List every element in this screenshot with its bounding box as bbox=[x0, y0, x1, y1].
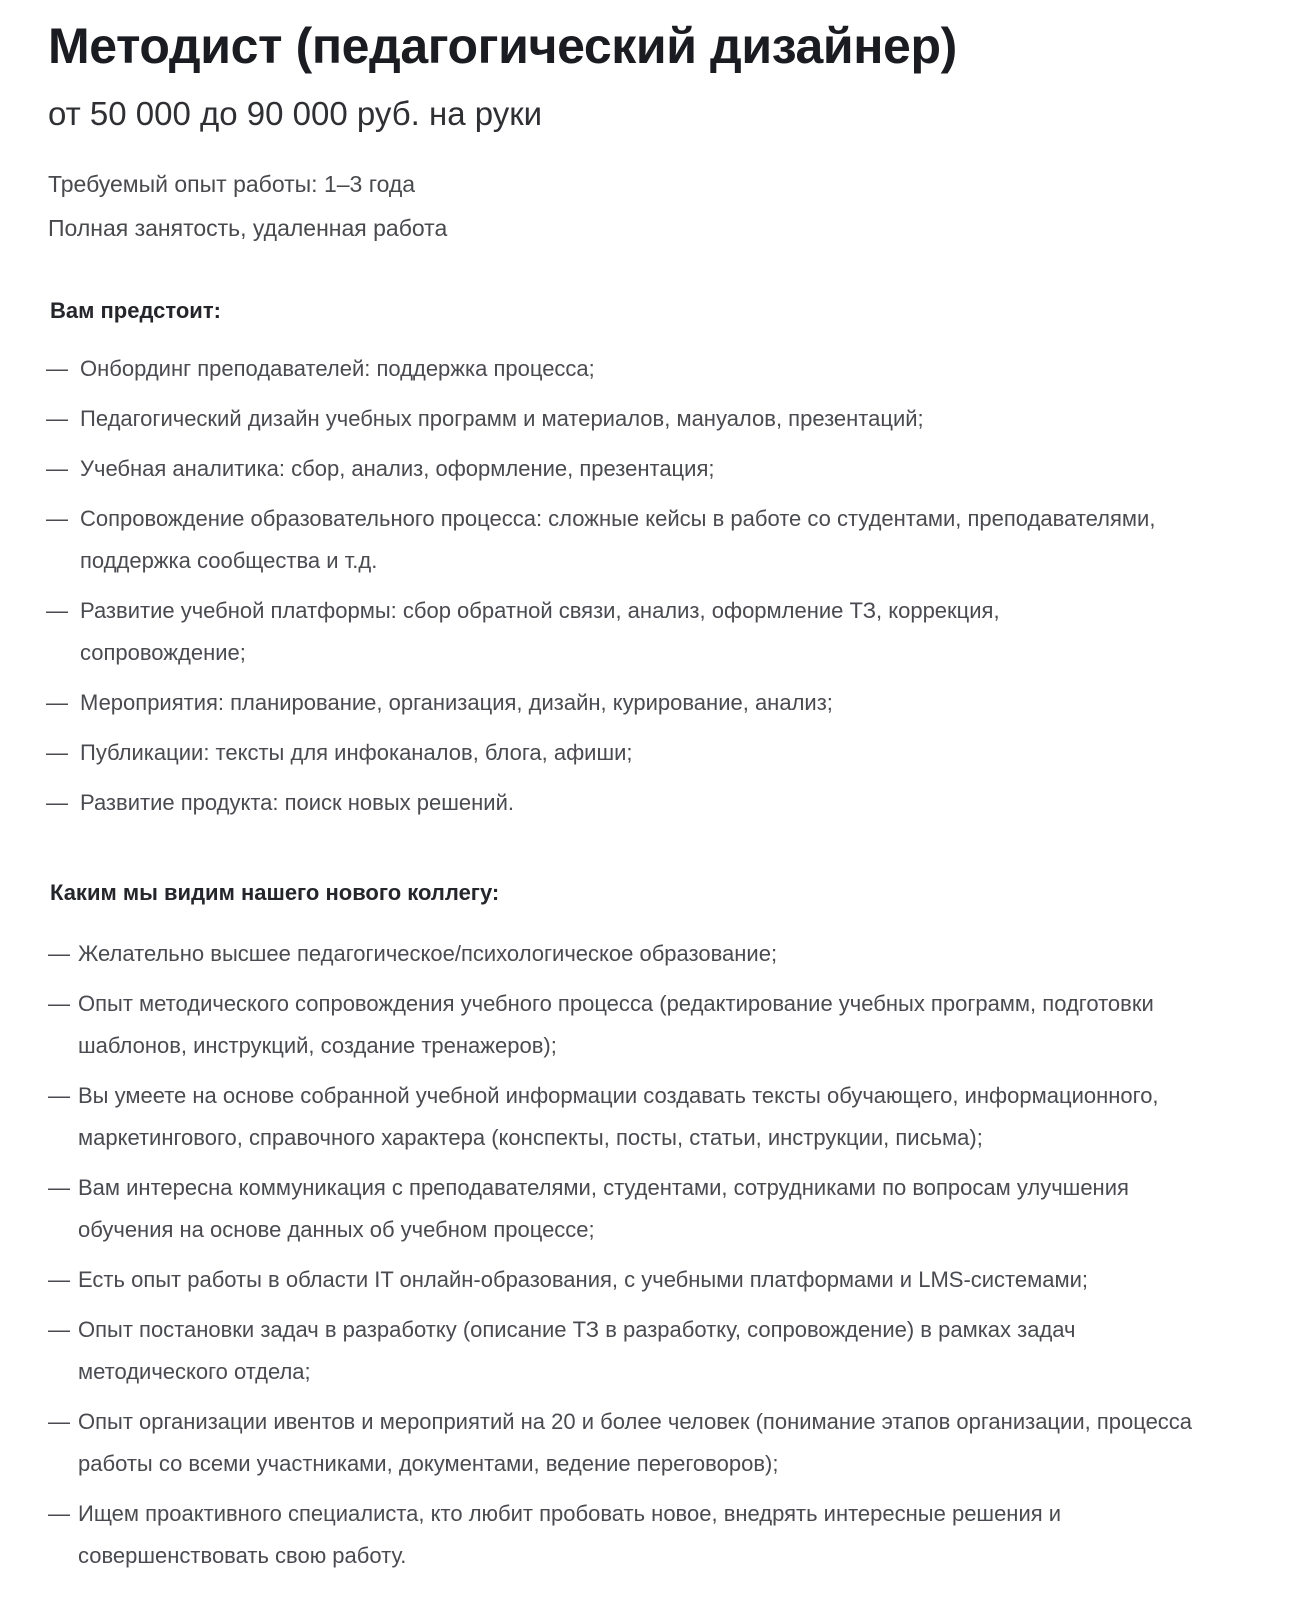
list-item-text: Сопровождение образовательного процесса: сложные кейсы в работе со студентами, преподавателями, поддержка сообщества и т.д. bbox=[80, 505, 1156, 573]
vacancy-header bbox=[0, 0, 1302, 244]
salary-range: от 50 000 до 90 000 руб. на руки bbox=[48, 95, 543, 132]
em-dash-icon: — bbox=[46, 405, 68, 431]
em-dash-icon: — bbox=[48, 991, 70, 1017]
list-item-text: Опыт постановки задач в разработку (описание ТЗ в разработку, сопровождение) в рамках задач методического отдела; bbox=[78, 1317, 1076, 1385]
bottom-spacer bbox=[0, 1585, 1302, 1615]
list-item-text: Мероприятия: планирование, организация, дизайн, курирование, анализ; bbox=[80, 689, 833, 715]
list-item-text: Опыт методического сопровождения учебного процесса (редактирование учебных программ, подготовки шаблонов, инструкций, создание тренажеров); bbox=[78, 991, 1154, 1059]
em-dash-icon: — bbox=[48, 1175, 70, 1201]
list-item bbox=[40, 348, 1262, 390]
em-dash-icon: — bbox=[48, 1317, 70, 1343]
list-item-text: Вам интересна коммуникация с преподавателями, студентами, сотрудниками по вопросам улучшения обучения на основе данных об учебном процессе; bbox=[78, 1175, 1129, 1243]
em-dash-icon: — bbox=[48, 1501, 70, 1527]
vacancy-meta bbox=[40, 134, 1262, 244]
section-requirements bbox=[0, 832, 1302, 1578]
requirements-list bbox=[40, 907, 1262, 1577]
list-item-text: Учебная аналитика: сбор, анализ, оформление, презентация; bbox=[80, 455, 715, 481]
experience-requirement: Требуемый опыт работы: 1–3 года bbox=[48, 170, 416, 197]
list-item bbox=[40, 398, 1262, 440]
em-dash-icon: — bbox=[46, 355, 68, 381]
list-item bbox=[40, 590, 1262, 674]
list-item-text: Опыт организации ивентов и мероприятий на 20 и более человек (понимание этапов организации, процесса работы со всеми участниками, документами, ведение переговоров); bbox=[78, 1409, 1193, 1477]
list-item bbox=[40, 732, 1262, 774]
list-item bbox=[40, 682, 1262, 724]
list-item-text: Вы умеете на основе собранной учебной информации создавать тексты обучающего, информационного, маркетингового, справочного характера (конспекты, посты, статьи, инструкции, письма); bbox=[78, 1083, 1159, 1151]
em-dash-icon: — bbox=[48, 1267, 70, 1293]
em-dash-icon: — bbox=[48, 941, 70, 967]
list-item bbox=[40, 1075, 1262, 1159]
list-item bbox=[40, 1493, 1262, 1577]
list-item bbox=[40, 498, 1262, 582]
em-dash-icon: — bbox=[46, 597, 68, 623]
em-dash-icon: — bbox=[46, 689, 68, 715]
employment-type: Полная занятость, удаленная работа bbox=[48, 214, 448, 241]
list-item bbox=[40, 1167, 1262, 1251]
list-item bbox=[40, 448, 1262, 490]
list-item bbox=[40, 1259, 1262, 1301]
responsibilities-list bbox=[40, 326, 1262, 824]
em-dash-icon: — bbox=[46, 505, 68, 531]
em-dash-icon: — bbox=[48, 1083, 70, 1109]
page-title: Методист (педагогический дизайнер) bbox=[48, 18, 957, 74]
list-item-text: Есть опыт работы в области IT онлайн-образования, с учебными платформами и LMS-системами; bbox=[78, 1267, 1089, 1293]
section-heading-responsibilities: Вам предстоит: bbox=[50, 297, 221, 323]
list-item bbox=[40, 983, 1262, 1067]
list-item bbox=[40, 782, 1262, 824]
em-dash-icon: — bbox=[46, 739, 68, 765]
list-item bbox=[40, 933, 1262, 975]
em-dash-icon: — bbox=[48, 1409, 70, 1435]
list-item bbox=[40, 1401, 1262, 1485]
list-item-text: Публикации: тексты для инфоканалов, блога, афиши; bbox=[80, 739, 633, 765]
list-item-text: Развитие продукта: поиск новых решений. bbox=[80, 789, 514, 815]
section-responsibilities bbox=[0, 256, 1302, 824]
list-item-text: Онбординг преподавателей: поддержка процесса; bbox=[80, 355, 595, 381]
list-item bbox=[40, 1309, 1262, 1393]
em-dash-icon: — bbox=[46, 455, 68, 481]
list-item-text: Развитие учебной платформы: сбор обратной связи, анализ, оформление ТЗ, коррекция, сопровождение; bbox=[80, 597, 1000, 665]
list-item-text: Ищем проактивного специалиста, кто любит пробовать новое, внедрять интересные решения и совершенствовать свою работу. bbox=[78, 1501, 1062, 1569]
list-item-text: Желательно высшее педагогическое/психологическое образование; bbox=[78, 941, 778, 967]
section-heading-requirements: Каким мы видим нашего нового коллегу: bbox=[50, 879, 500, 905]
em-dash-icon: — bbox=[46, 789, 68, 815]
list-item-text: Педагогический дизайн учебных программ и материалов, мануалов, презентаций; bbox=[80, 405, 924, 431]
